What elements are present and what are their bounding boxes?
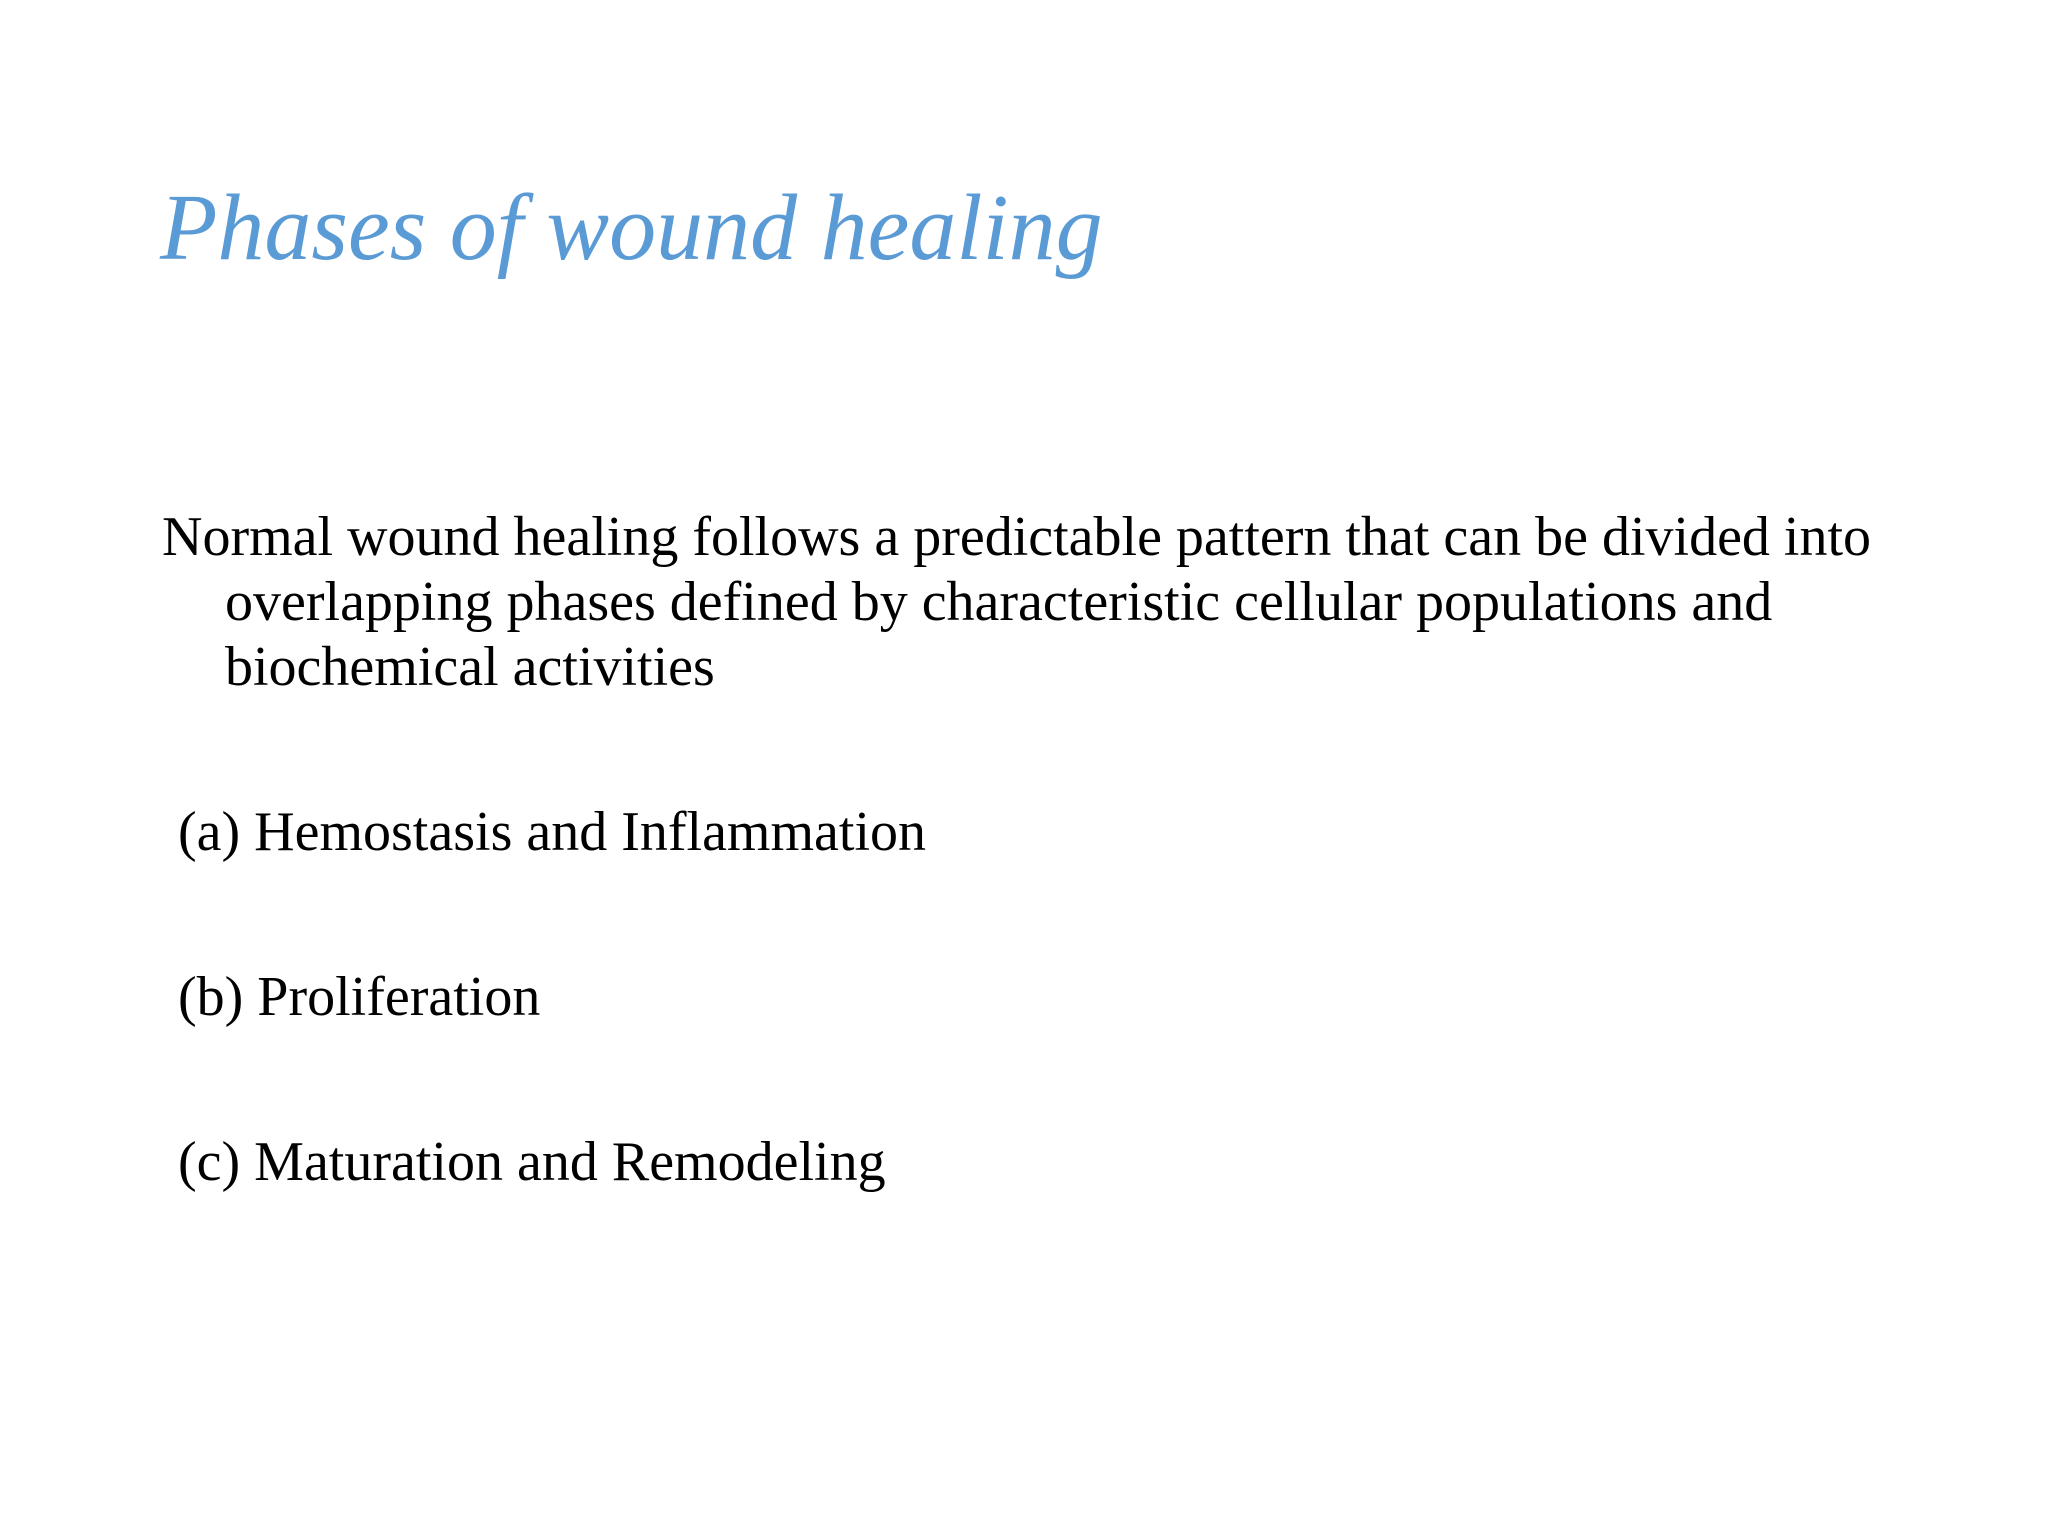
slide-title: Phases of wound healing: [160, 176, 1103, 280]
phase-item-hemostasis: (a) Hemostasis and Inflammation: [178, 801, 927, 863]
phase-item-maturation: (c) Maturation and Remodeling: [178, 1131, 886, 1193]
phase-item-proliferation: (b) Proliferation: [178, 966, 541, 1028]
intro-paragraph: Normal wound healing follows a predictable pattern that can be divided into overlapping phases defined by characteristic cellular populations and biochemical activities: [162, 506, 1872, 698]
